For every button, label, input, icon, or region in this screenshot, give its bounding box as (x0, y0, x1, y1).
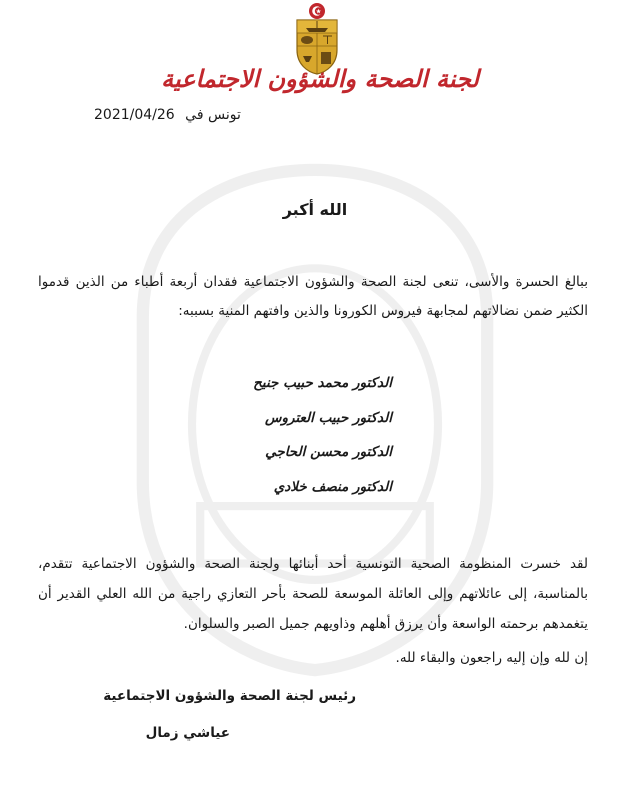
doctor-name: الدكتور محسن الحاجي (265, 444, 392, 460)
signature-name: عياشي زمال (145, 725, 230, 741)
committee-title: لجنة الصحة والشؤون الاجتماعية (161, 64, 479, 93)
signature-title: رئيس لجنة الصحة والشؤون الاجتماعية (103, 688, 356, 704)
condolence-paragraph: لقد خسرت المنظومة الصحية التونسية أحد أبنائها ولجنة الصحة والشؤون الاجتماعية تتقدم، بالمناسبة، إلى عائلاتهم وإلى العائلة الموسعة للصحة بأحر التعازي راجية من الله العلي القدير أن يتغمدهم برحمته الواسعة وأن يرزق أهلهم وذاويهم جميل الصبر والسلوان. (38, 556, 588, 632)
doctor-name: الدكتور محمد حبيب جنيح (253, 375, 392, 391)
heading-allahu-akbar: الله أكبر (282, 200, 348, 219)
doctor-name: الدكتور حبيب العتروس (265, 409, 392, 426)
intro-paragraph: ببالغ الحسرة والأسى، تنعى لجنة الصحة والشؤون الاجتماعية فقدان أربعة أطباء من الذين قدموا الكثير ضمن نضالاتهم لمجابهة فيروس الكورونا والذين وافتهم المنية بسببه: (38, 274, 588, 319)
date-line (94, 107, 294, 123)
closing-line: إن لله وإن إليه راجعون والبقاء لله. (395, 650, 588, 666)
doctor-name: الدكتور منصف خلادي (273, 478, 392, 495)
date-value: 2021/04/26 (94, 107, 175, 123)
date-prefix: تونس في (185, 107, 241, 123)
doctors-list (200, 372, 392, 510)
